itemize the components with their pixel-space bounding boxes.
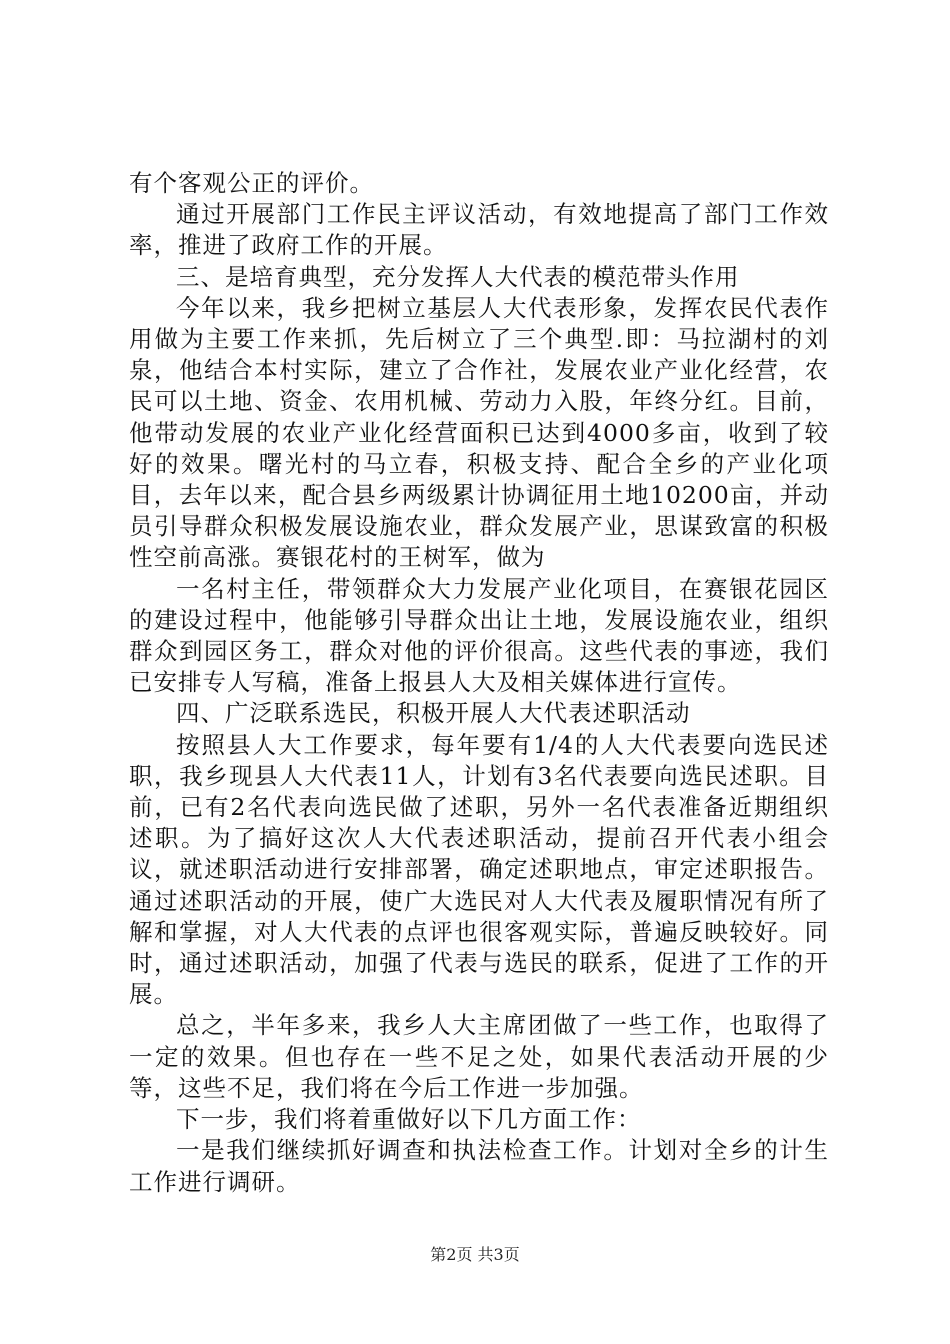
paragraph-next-steps: 下一步，我们将着重做好以下几方面工作： (176, 1105, 642, 1134)
paragraph-item-one: 一是我们继续抓好调查和执法检查工作。计划对全乡的计生工作进行调研。 (129, 1136, 829, 1196)
paragraph-summary: 总之，半年多来，我乡人大主席团做了一些工作，也取得了一定的效果。但也存在一些不足之处，如果代表活动开展的少等，这些不足，我们将在今后工作进一步加强。 (129, 1011, 829, 1102)
paragraph-review-activity: 通过开展部门工作民主评议活动，有效地提高了部门工作效率，推进了政府工作的开展。 (129, 200, 829, 260)
paragraph-village-director: 一名村主任，带领群众大力发展产业化项目，在赛银花园区的建设过程中，他能够引导群众出让土地，发展设施农业，组织群众到园区务工，群众对他的评价很高。这些代表的事迹，我们已安排专人写稿，准备上报县人大及相关媒体进行宣传。 (129, 574, 829, 697)
section-heading-3: 三、是培育典型，充分发挥人大代表的模范带头作用 (176, 262, 740, 291)
paragraph-typical-models: 今年以来，我乡把树立基层人大代表形象，发挥农民代表作用做为主要工作来抓，先后树立了三个典型.即：马拉湖村的刘泉，他结合本村实际，建立了合作社，发展农业产业化经营，农民可以土地、资金、农用机械、劳动力入股，年终分红。目前，他带动发展的农业产业化经营面积已达到4000多亩，收到了较好的效果。曙光村的马立春，积极支持、配合全乡的产业化项目，去年以来，配合县乡两级累计协调征用土地10200亩，并动员引导群众积极发展设施农业，群众发展产业，思谋致富的积极性空前高涨。赛银花村的王树军，做为 (129, 293, 829, 572)
page-footer: 第2页 共3页 (430, 1245, 520, 1264)
paragraph-continuation: 有个客观公正的评价。 (129, 169, 374, 197)
paragraph-duty-report: 按照县人大工作要求，每年要有1/4的人大代表要向选民述职，我乡现县人大代表11人，计划有3名代表要向选民述职。目前，已有2名代表向选民做了述职，另外一名代表准备近期组织述职。为了搞好这次人大代表述职活动，提前召开代表小组会议，就述职活动进行安排部署，确定述职地点，审定述职报告。通过述职活动的开展，使广大选民对人大代表及履职情况有所了解和掌握，对人大代表的点评也很客观实际，普遍反映较好。同时，通过述职活动，加强了代表与选民的联系，促进了工作的开展。 (129, 730, 829, 1009)
section-heading-4: 四、广泛联系选民，积极开展人大代表述职活动 (176, 699, 691, 728)
document-body (129, 168, 829, 1198)
